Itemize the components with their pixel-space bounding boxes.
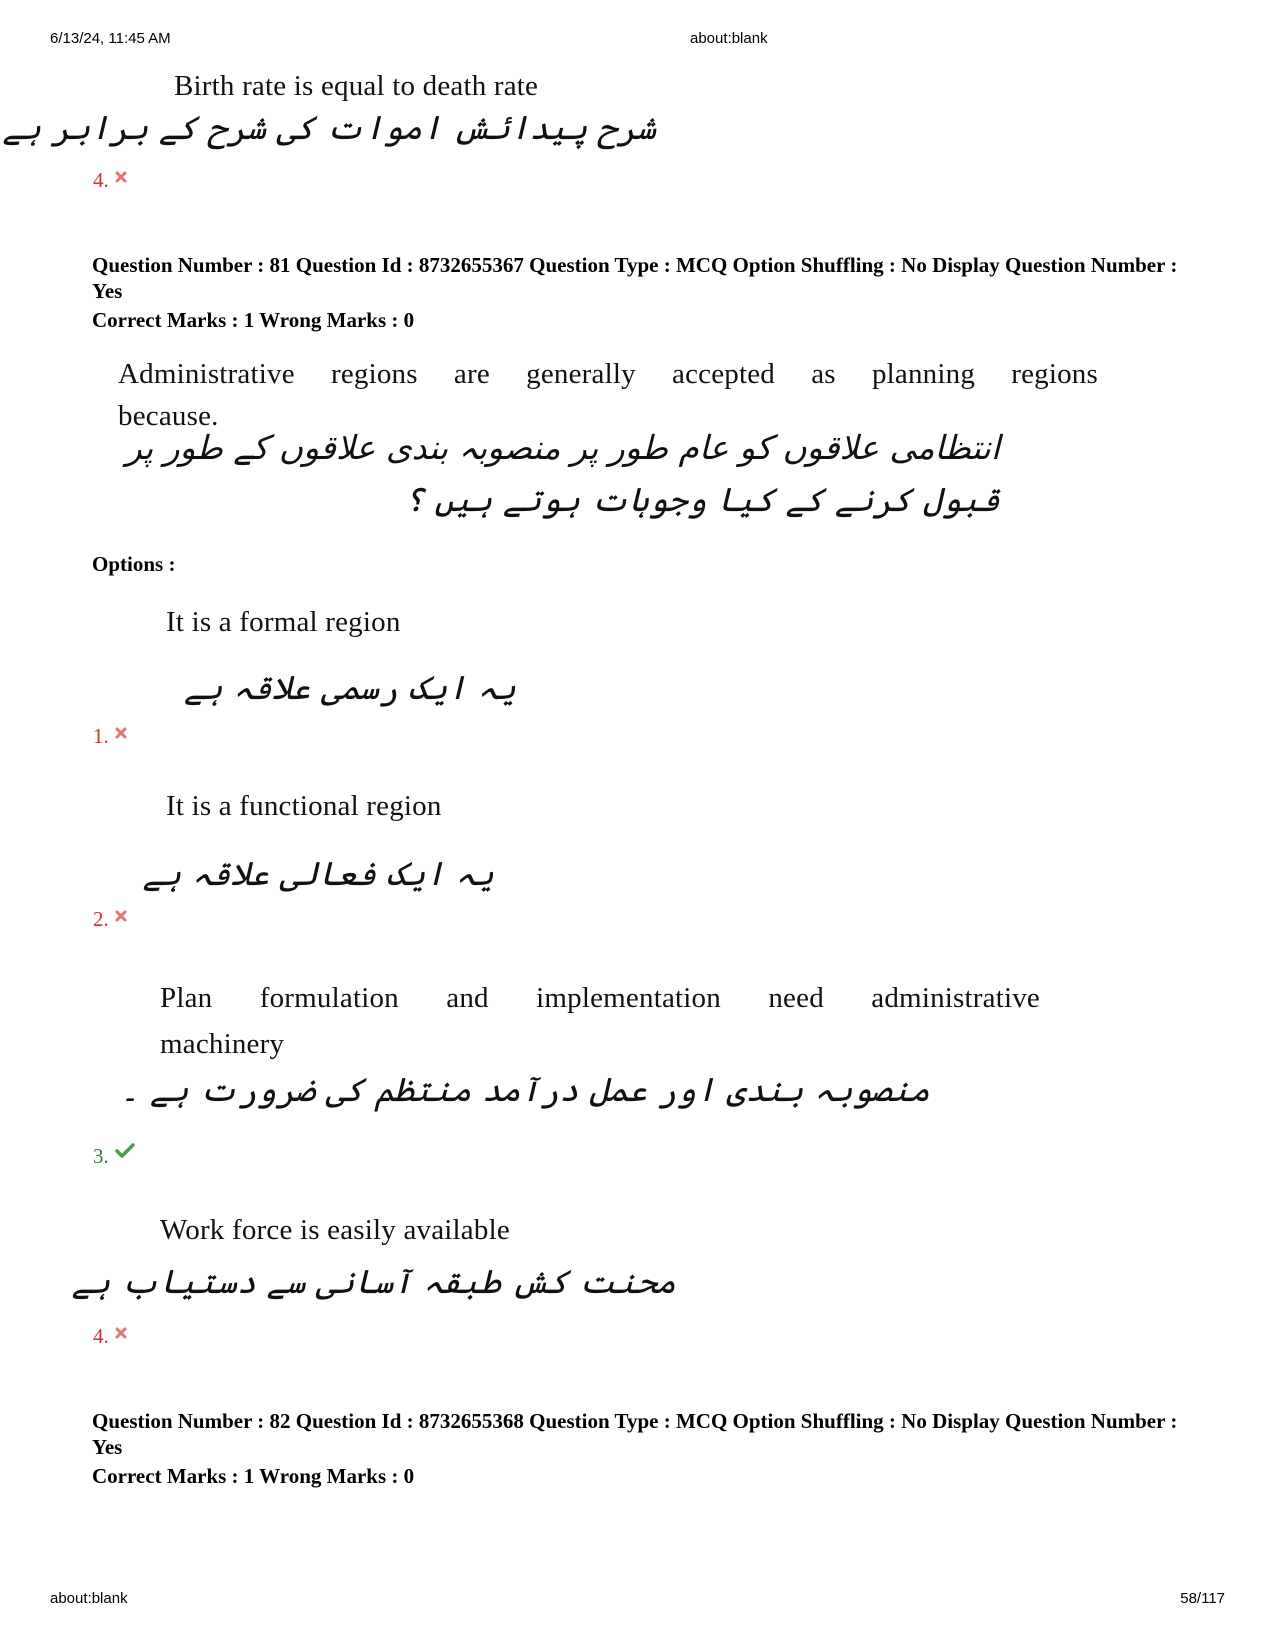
cross-icon	[115, 164, 127, 189]
option-4-number-text: 4.	[93, 1324, 109, 1348]
print-datetime: 6/13/24, 11:45 AM	[50, 30, 171, 47]
prev-option-urdu: شرح پیدائش اموات کی شرح کے برابر ہے	[2, 108, 656, 147]
option-3-english-line2: machinery	[160, 1028, 285, 1060]
option-4-number	[93, 1320, 127, 1349]
option-1-urdu: یہ ایک رسمی علاقہ ہے	[184, 668, 516, 707]
cross-icon	[115, 1320, 127, 1345]
question-81-meta: Question Number : 81 Question Id : 8732655367 Question Type : MCQ Option Shuffling : No Display Question Number : Yes	[92, 253, 1178, 303]
option-1-number-text: 1.	[93, 724, 109, 748]
option-3-urdu: منصوبہ بندی اور عمل درآمد منتظم کی ضرورت ہے ۔	[120, 1070, 930, 1109]
option-2-english: It is a functional region	[166, 790, 442, 822]
prev-option-number-text: 4.	[93, 168, 109, 192]
question-81-text-line1: Administrative regions are generally accepted as planning regions	[118, 358, 1098, 390]
question-82-meta: Question Number : 82 Question Id : 8732655368 Question Type : MCQ Option Shuffling : No Display Question Number : Yes	[92, 1409, 1178, 1459]
cross-icon	[115, 903, 127, 928]
prev-option-english: Birth rate is equal to death rate	[174, 70, 539, 102]
option-2-urdu: یہ ایک فعالی علاقہ ہے	[142, 854, 494, 893]
option-2-number-text: 2.	[93, 907, 109, 931]
question-81-marks: Correct Marks : 1 Wrong Marks : 0	[92, 308, 415, 332]
options-heading: Options :	[92, 552, 176, 576]
print-page-number: 58/117	[1180, 1590, 1225, 1607]
option-3-number	[93, 1140, 135, 1169]
question-81-urdu-line2: قبول کرنے کے کیا وجوہات ہوتے ہیں ؟	[404, 480, 1000, 519]
question-81-text-line2: because.	[118, 400, 219, 432]
print-footer-url: about:blank	[50, 1590, 128, 1607]
option-4-urdu: محنت کش طبقہ آسانی سے دستیاب ہے	[71, 1262, 676, 1301]
cross-icon	[115, 720, 127, 745]
prev-option-number	[93, 164, 127, 193]
option-3-number-text: 3.	[93, 1144, 109, 1168]
check-icon	[115, 1140, 135, 1165]
option-1-english: It is a formal region	[166, 606, 401, 638]
question-81-urdu-line1: انتظامی علاقوں کو عام طور پر منصوبہ بندی علاقوں کے طور پر	[125, 428, 1000, 467]
option-4-english: Work force is easily available	[160, 1214, 510, 1246]
option-1-number	[93, 720, 127, 749]
option-2-number	[93, 903, 127, 932]
option-3-english-line1: Plan formulation and implementation need administrative	[160, 982, 1040, 1014]
question-82-marks: Correct Marks : 1 Wrong Marks : 0	[92, 1464, 415, 1488]
print-title: about:blank	[690, 30, 768, 47]
